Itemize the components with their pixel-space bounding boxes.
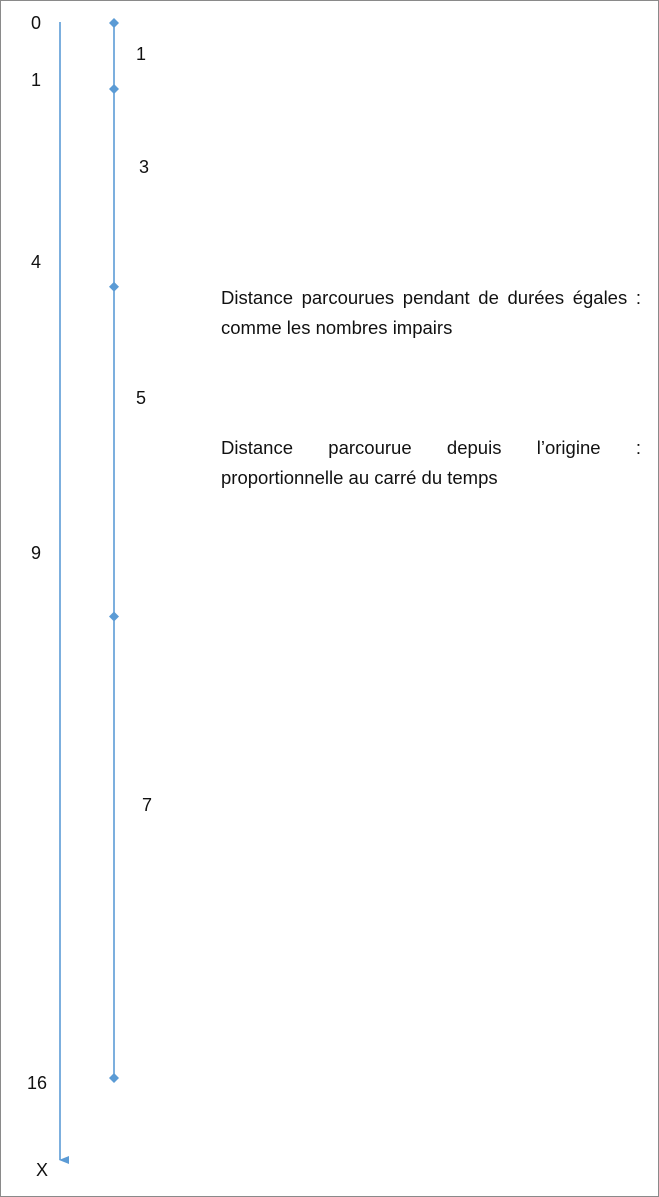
axis-label-x: X: [36, 1160, 49, 1180]
position-label-0: 0: [31, 13, 42, 33]
interval-label-7: 7: [142, 795, 153, 815]
interval-label-5: 5: [136, 388, 147, 408]
position-marker-16: [109, 1073, 119, 1083]
interval-label-3: 3: [139, 157, 150, 177]
position-label-1: 1: [31, 70, 42, 90]
note-odd-numbers: Distance parcourues pendant de durées égales : comme les nombres impairs: [221, 287, 641, 338]
interval-label-1: 1: [136, 44, 147, 64]
position-label-4: 4: [31, 252, 42, 272]
position-marker-4: [109, 282, 119, 292]
position-marker-9: [109, 611, 119, 621]
position-label-9: 9: [31, 543, 42, 563]
position-marker-0: [109, 18, 119, 28]
position-marker-1: [109, 84, 119, 94]
note-square-of-time: Distance parcourue depuis l’origine : proportionnelle au carré du temps: [221, 437, 641, 488]
position-label-16: 16: [27, 1073, 48, 1093]
